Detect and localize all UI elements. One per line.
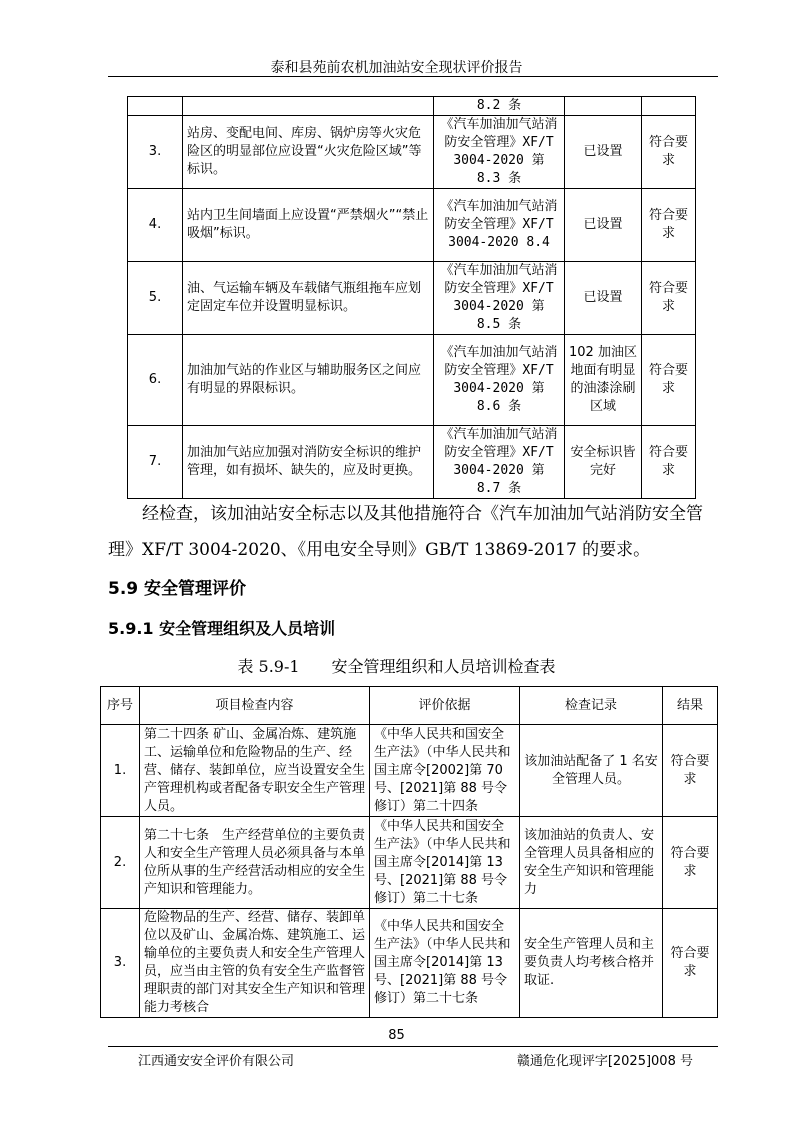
column-header-record: 检查记录 <box>520 687 663 725</box>
subsection-heading: 5.9.1 安全管理组织及人员培训 <box>108 619 336 638</box>
table-row <box>128 97 696 116</box>
check-item: 站内卫生间墙面上应设置“严禁烟火”“禁止吸烟”标识。 <box>183 189 434 262</box>
check-record: 102 加油区地面有明显的油漆涂刷区域 <box>565 335 642 426</box>
management-training-table <box>100 686 718 1018</box>
check-record <box>565 97 642 116</box>
table-row <box>101 725 718 817</box>
table-row <box>128 116 696 189</box>
check-record: 该加油站配备了 1 名安全管理人员。 <box>520 725 663 817</box>
check-record: 安全生产管理人员和主要负责人均考核合格并取证. <box>520 909 663 1018</box>
column-header-basis: 评价依据 <box>370 687 520 725</box>
check-result: 符合要求 <box>663 725 718 817</box>
check-item: 危险物品的生产、经营、储存、装卸单位以及矿山、金属冶炼、建筑施工、运输单位的主要负责人和安全生产管理人员，应当由主管的负有安全生产监督管理职责的部门对其安全生产知识和管理能力考核合 <box>140 909 370 1018</box>
page-number: 85 <box>388 1028 405 1043</box>
evaluation-basis: 《汽车加油加气站消防安全管理》XF/T 3004-2020 8.4 <box>434 189 565 262</box>
check-record: 已设置 <box>565 262 642 335</box>
table-row <box>101 909 718 1018</box>
table-row <box>128 262 696 335</box>
row-number: 5. <box>128 262 183 335</box>
row-number: 3. <box>128 116 183 189</box>
section-heading: 5.9 安全管理评价 <box>108 579 247 599</box>
evaluation-basis: 《汽车加油加气站消防安全管理》XF/T 3004-2020 第 8.6 条 <box>434 335 565 426</box>
footer-company: 江西通安安全评价有限公司 <box>138 1054 295 1069</box>
check-result <box>642 97 696 116</box>
check-item: 加油加气站应加强对消防安全标识的维护管理，如有损坏、缺失的，应及时更换。 <box>183 426 434 499</box>
table-row <box>128 426 696 499</box>
table-row <box>128 335 696 426</box>
check-result: 符合要求 <box>642 426 696 499</box>
header-divider <box>108 76 718 77</box>
conclusion-paragraph: 经检查，该加油站安全标志以及其他措施符合《汽车加油加气站消防安全管理》XF/T 3004-2020、《用电安全导则》GB/T 13869-2017 的要求。 <box>108 504 703 560</box>
column-header-result: 结果 <box>663 687 718 725</box>
check-item: 加油加气站的作业区与辅助服务区之间应有明显的界限标识。 <box>183 335 434 426</box>
check-record: 安全标识皆完好 <box>565 426 642 499</box>
row-number <box>128 97 183 116</box>
signage-check-table <box>127 96 696 499</box>
page-header-title: 泰和县苑前农机加油站安全现状评价报告 <box>270 60 523 76</box>
check-item: 油、气运输车辆及车载储气瓶组拖车应划定固定车位并设置明显标识。 <box>183 262 434 335</box>
footer-divider <box>108 1046 718 1047</box>
check-item: 第二十七条 生产经营单位的主要负责人和安全生产管理人员必须具备与本单位所从事的生产经营活动相应的安全生产知识和管理能力。 <box>140 817 370 909</box>
check-result: 符合要求 <box>663 817 718 909</box>
check-record: 已设置 <box>565 116 642 189</box>
table-row <box>101 817 718 909</box>
evaluation-basis: 8.2 条 <box>434 97 565 116</box>
column-header-number: 序号 <box>101 687 140 725</box>
table-caption: 表 5.9-1 安全管理组织和人员培训检查表 <box>237 657 556 676</box>
table-row <box>128 189 696 262</box>
table-header-row <box>101 687 718 725</box>
evaluation-basis: 《汽车加油加气站消防安全管理》XF/T 3004-2020 第 8.7 条 <box>434 426 565 499</box>
check-record: 已设置 <box>565 189 642 262</box>
check-result: 符合要求 <box>642 262 696 335</box>
check-item: 站房、变配电间、库房、锅炉房等火灾危险区的明显部位应设置“火灾危险区域”等标识。 <box>183 116 434 189</box>
check-item: 第二十四条 矿山、金属冶炼、建筑施工、运输单位和危险物品的生产、经营、储存、装卸单位，应当设置安全生产管理机构或者配备专职安全生产管理人员。 <box>140 725 370 817</box>
row-number: 7. <box>128 426 183 499</box>
check-item <box>183 97 434 116</box>
evaluation-basis: 《中华人民共和国安全生产法》（中华人民共和国主席令[2002]第 70 号、[2021]第 88 号令修订）第二十四条 <box>370 725 520 817</box>
check-result: 符合要求 <box>642 116 696 189</box>
evaluation-basis: 《汽车加油加气站消防安全管理》XF/T 3004-2020 第 8.5 条 <box>434 262 565 335</box>
check-result: 符合要求 <box>642 189 696 262</box>
row-number: 4. <box>128 189 183 262</box>
check-record: 该加油站的负责人、安全管理人员具备相应的安全生产知识和管理能力 <box>520 817 663 909</box>
column-header-item: 项目检查内容 <box>140 687 370 725</box>
footer-report-code: 赣通危化现评字[2025]008 号 <box>516 1054 693 1069</box>
row-number: 1. <box>101 725 140 817</box>
evaluation-basis: 《中华人民共和国安全生产法》（中华人民共和国主席令[2014]第 13 号、[2021]第 88 号令修订）第二十七条 <box>370 817 520 909</box>
check-result: 符合要求 <box>642 335 696 426</box>
evaluation-basis: 《中华人民共和国安全生产法》（中华人民共和国主席令[2014]第 13 号、[2021]第 88 号令修订）第二十七条 <box>370 909 520 1018</box>
check-result: 符合要求 <box>663 909 718 1018</box>
row-number: 2. <box>101 817 140 909</box>
row-number: 6. <box>128 335 183 426</box>
evaluation-basis: 《汽车加油加气站消防安全管理》XF/T 3004-2020 第 8.3 条 <box>434 116 565 189</box>
row-number: 3. <box>101 909 140 1018</box>
